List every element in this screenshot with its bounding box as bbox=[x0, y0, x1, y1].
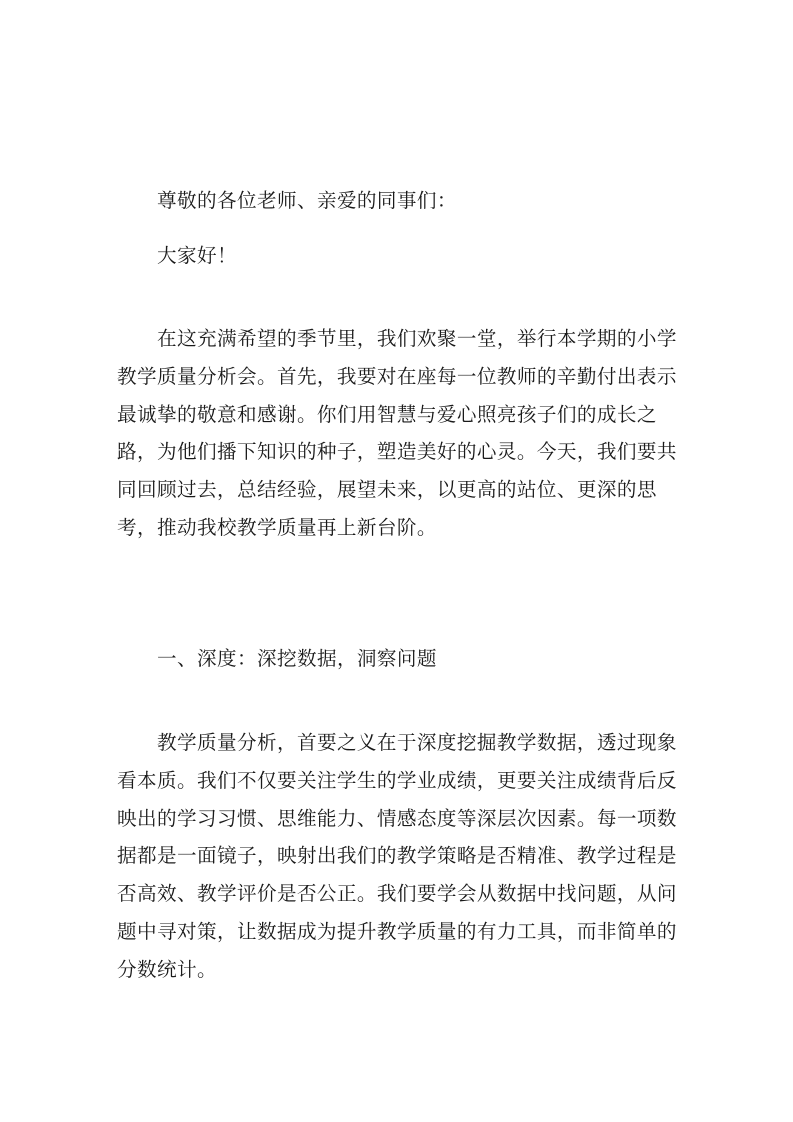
section-heading: 一、深度：深挖数据，洞察问题 bbox=[157, 647, 437, 670]
intro-paragraph: 在这充满希望的季节里，我们欢聚一堂，举行本学期的小学教学质量分析会。首先，我要对在座每一位教师的辛勤付出表示最诚挚的敬意和感谢。你们用智慧与爱心照亮孩子们的成长之路，为他们播下知识的种子，塑造美好的心灵。今天，我们要共同回顾过去，总结经验，展望未来，以更高的站位、更深的思考，推动我校教学质量再上新台阶。 bbox=[117, 327, 677, 539]
section-paragraph: 教学质量分析，首要之义在于深度挖掘教学数据，透过现象看本质。我们不仅要关注学生的学业成绩，更要关注成绩背后反映出的学习习惯、思维能力、情感态度等深层次因素。每一项数据都是一面镜子，映射出我们的教学策略是否精准、教学过程是否高效、教学评价是否公正。我们要学会从数据中找问题，从问题中寻对策，让数据成为提升教学质量的有力工具，而非简单的分数统计。 bbox=[117, 731, 677, 981]
greeting: 大家好！ bbox=[157, 244, 237, 267]
salutation: 尊敬的各位老师、亲爱的同事们： bbox=[157, 189, 457, 212]
